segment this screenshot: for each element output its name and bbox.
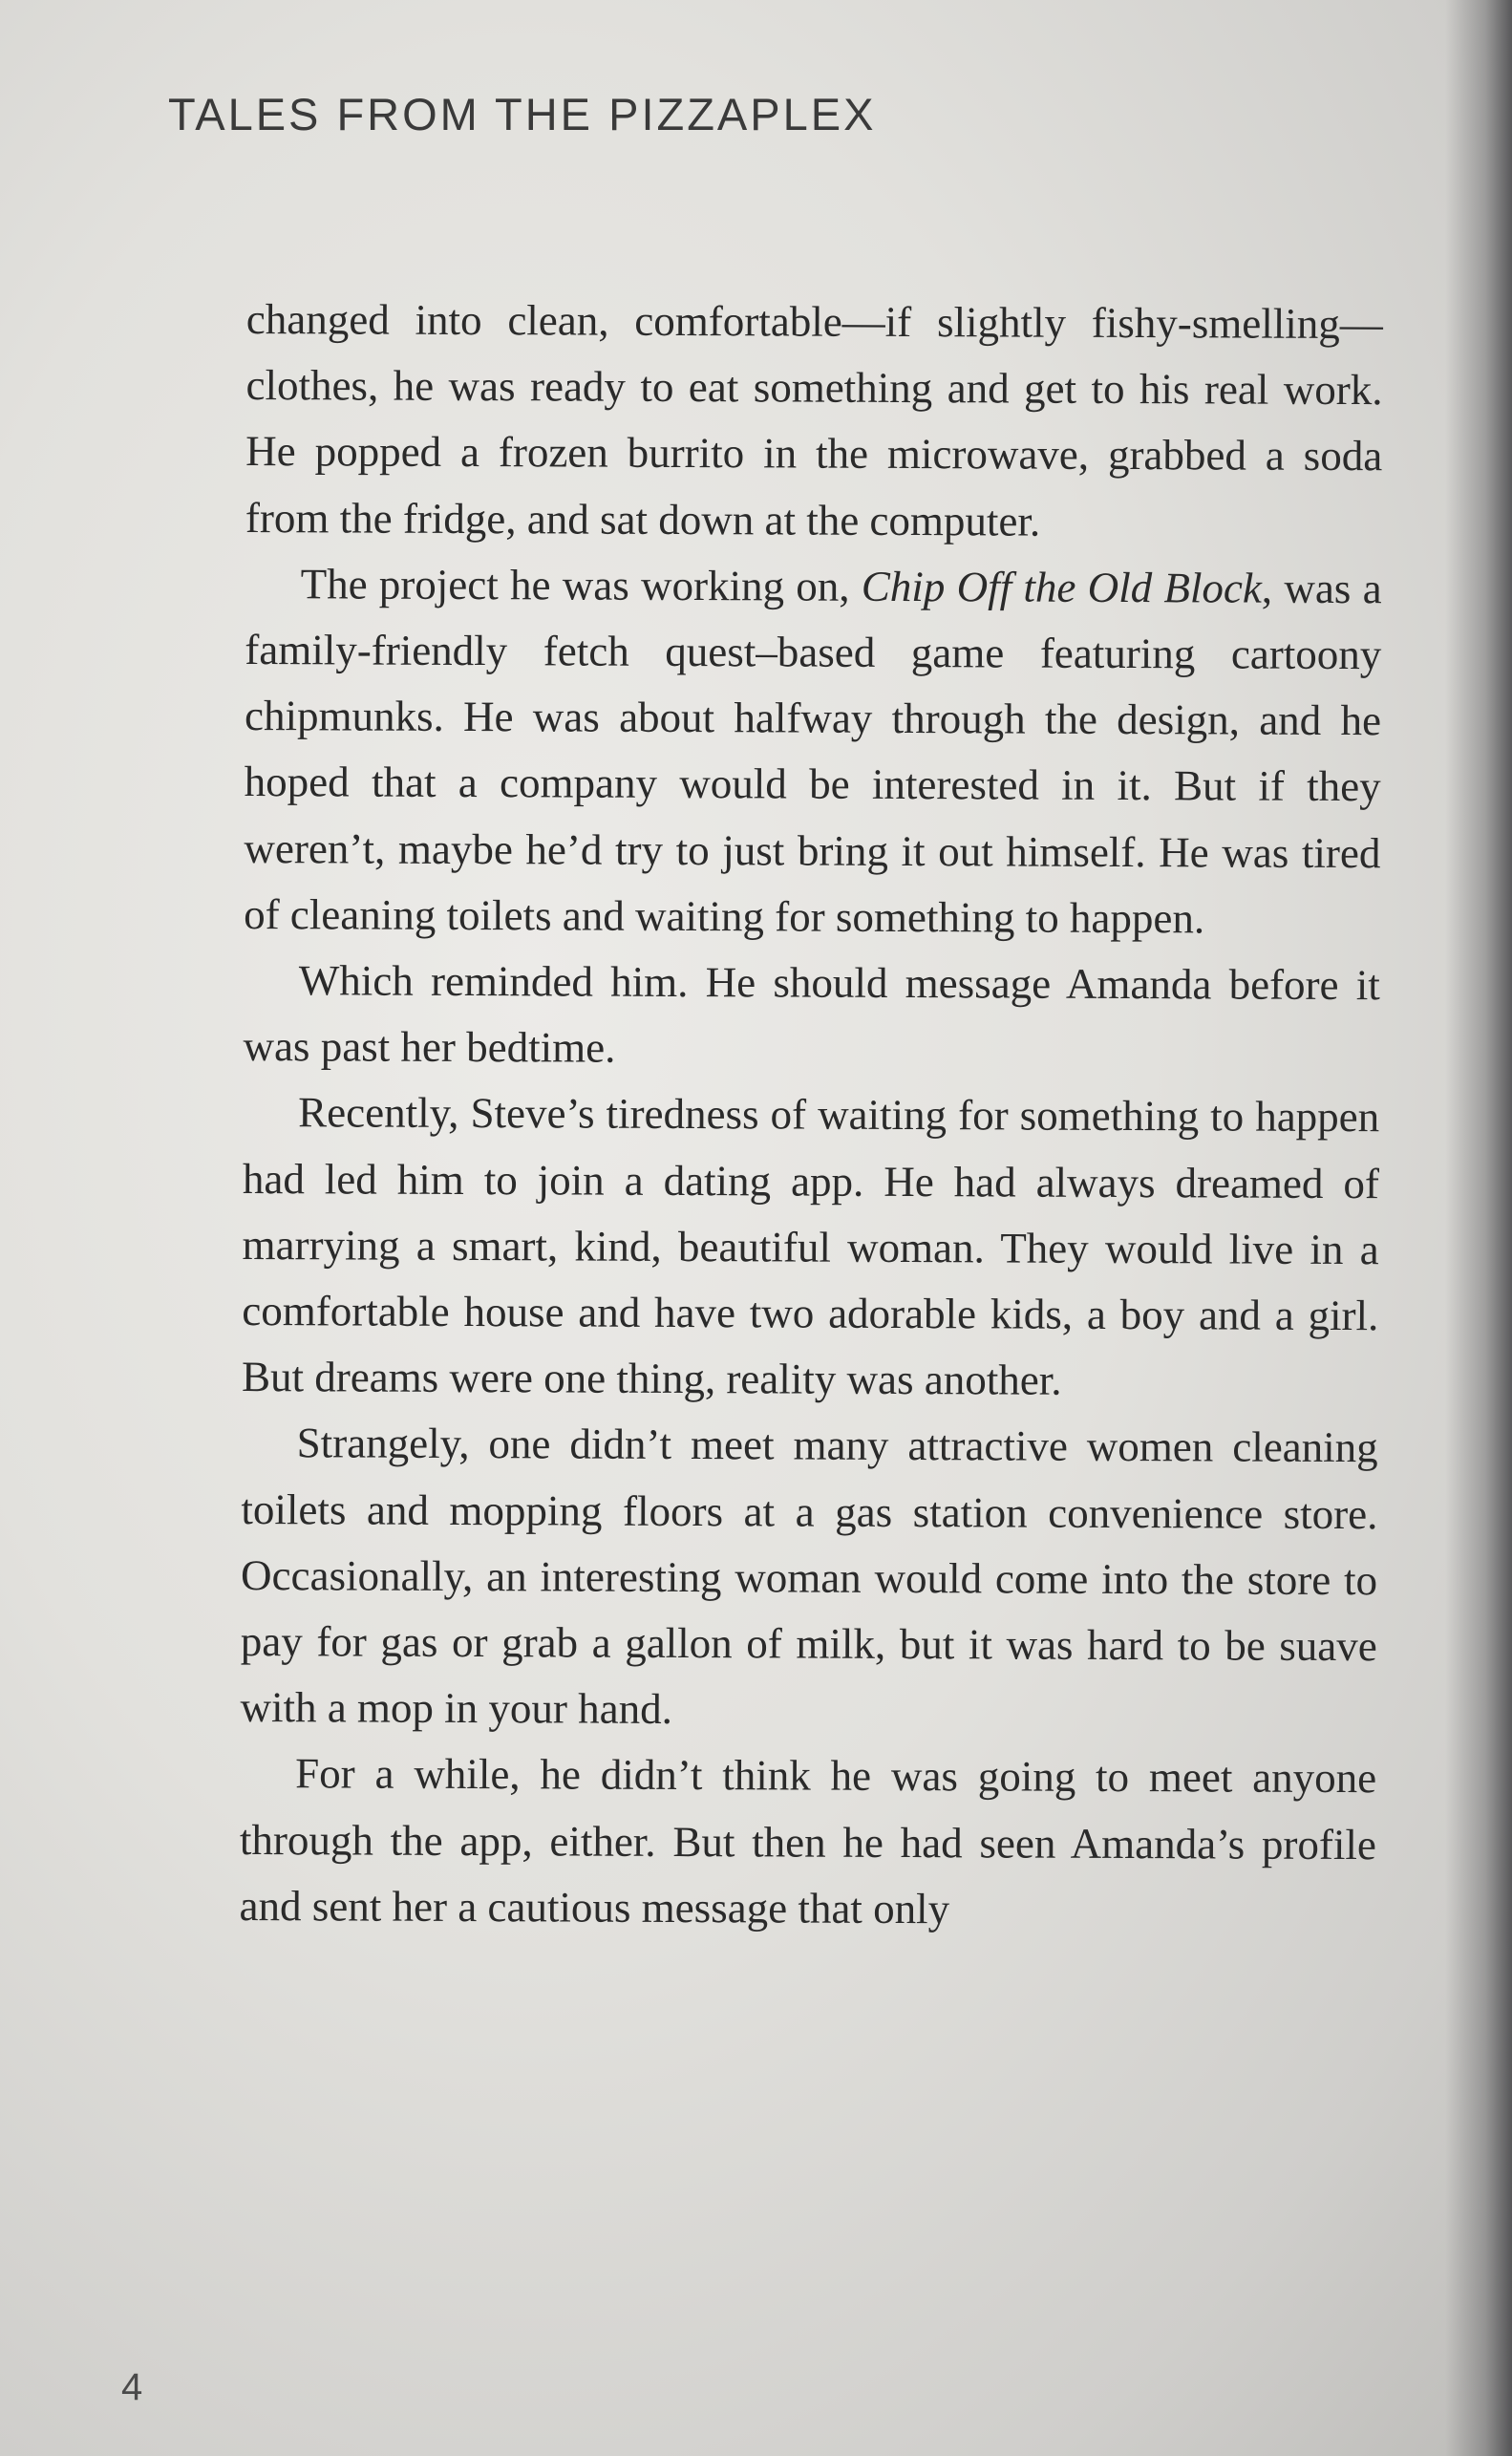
- paragraph-6-text: For a while, he didn’t think he was going to meet anyone through the app, either. But then he had seen Amanda’s profile and sent her a cautious message that only: [239, 1749, 1377, 1933]
- paragraph-5: [240, 1410, 1377, 1745]
- paragraph-4-text: Recently, Steve’s tiredness of waiting for something to happen had led him to join a dating app. He had always dreamed of marrying a smart, kind, beautiful woman. They would live in a comfortable house and have two adorable kids, a boy and a girl. But dreams were one thing, reality was another.: [241, 1088, 1380, 1404]
- page-number: 4: [121, 2366, 143, 2408]
- paragraph-3-text: Which reminded him. He should message Amanda before it was past her bedtime.: [243, 956, 1380, 1072]
- paragraph-2: [244, 551, 1382, 952]
- paragraph-2-text-a: The project he was working on,: [300, 560, 862, 610]
- paragraph-3: [243, 948, 1380, 1085]
- paragraph-6: [239, 1741, 1376, 1944]
- paragraph-1-text: changed into clean, comfortable—if slightly fishy-smelling—clothes, he was ready to eat something and get to his real work. He popped a frozen burrito in the microwave, grabbed a soda from the fridge, and sat down at the computer.: [245, 294, 1383, 545]
- paragraph-1: [245, 287, 1383, 556]
- paragraph-2-text-b: , was a family-friendly fetch quest–based game featuring cartoony chipmunks. He was about halfway through the design, and he hoped that a company would be interested in it. But if they weren’t, maybe he’d try to just bring it out himself. He was tired of cleaning toilets and waiting for something to happen.: [244, 564, 1382, 943]
- body-text: [239, 287, 1383, 1944]
- paragraph-5-text: Strangely, one didn’t meet many attractive women cleaning toilets and mopping floors at a gas station convenience store. Occasionally, an interesting woman would come into the store to pay for gas or grab a gallon of milk, but it was hard to be suave with a mop in your hand.: [240, 1419, 1378, 1734]
- paragraph-4: [242, 1079, 1379, 1415]
- page-edge-shadow: [1445, 0, 1512, 2456]
- book-title-italic: Chip Off the Old Block: [861, 562, 1262, 612]
- running-head: TALES FROM THE PIZZAPLEX: [168, 89, 877, 139]
